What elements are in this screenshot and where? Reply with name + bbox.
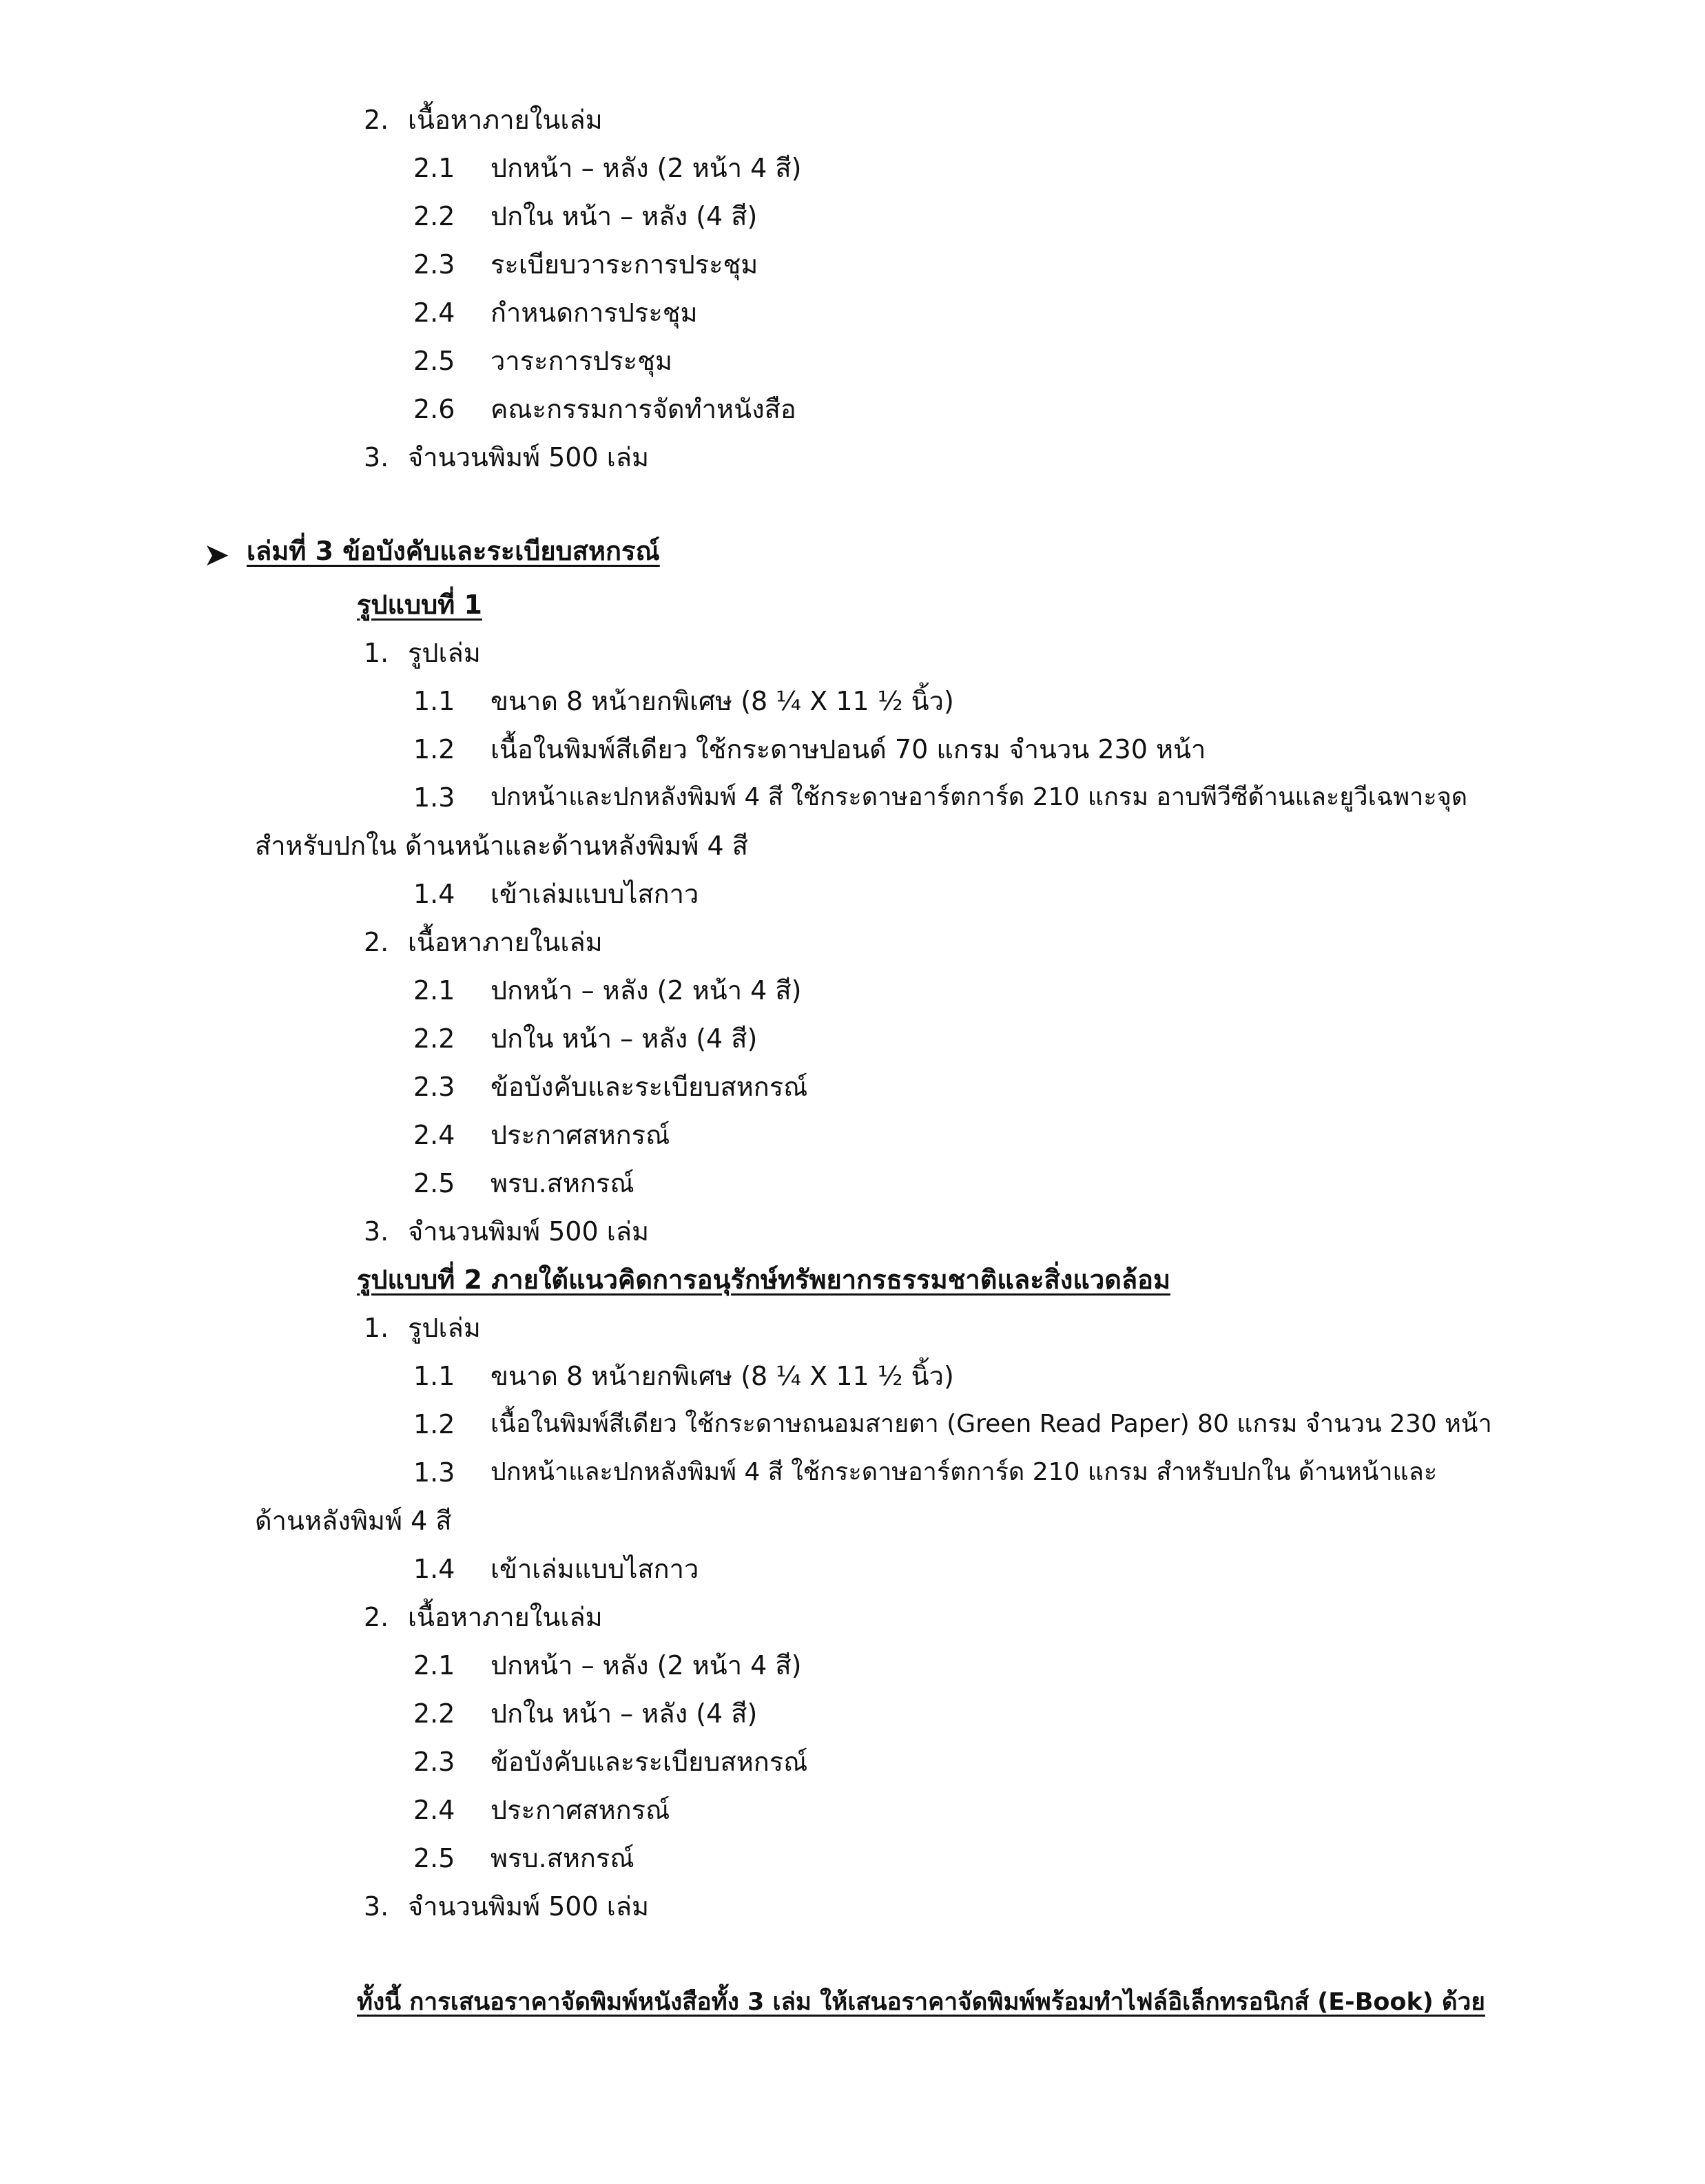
list-number: 2.3 xyxy=(413,1072,455,1102)
list-number: 2.6 xyxy=(413,394,455,424)
list-item xyxy=(0,1409,1705,1444)
section-heading xyxy=(0,536,1705,574)
list-item xyxy=(0,1457,1705,1492)
list-item xyxy=(0,1023,1705,1058)
list-item xyxy=(0,1698,1705,1733)
list-text: ปกใน หน้า – หลัง (4 สี) xyxy=(490,1023,758,1054)
list-item xyxy=(0,1554,1705,1588)
list-text: เนื้อในพิมพ์สีเดียว ใช้กระดาษปอนด์ 70 แกรม จำนวน 230 หน้า xyxy=(490,734,1206,765)
list-item xyxy=(0,734,1705,769)
list-text: ประกาศสหกรณ์ xyxy=(490,1120,670,1150)
list-item xyxy=(0,1891,1705,1926)
list-item xyxy=(0,1120,1705,1154)
list-item-continuation xyxy=(0,831,1705,865)
list-text-continuation: สำหรับปกใน ด้านหน้าและด้านหลังพิมพ์ 4 สี xyxy=(255,831,748,861)
list-text: ข้อบังคับและระเบียบสหกรณ์ xyxy=(490,1072,808,1102)
list-text: รูปเล่ม xyxy=(408,638,481,668)
list-number: 2.2 xyxy=(413,1698,455,1729)
list-text: เนื้อหาภายในเล่ม xyxy=(408,1602,603,1632)
list-item xyxy=(0,686,1705,720)
list-text: จำนวนพิมพ์ 500 เล่ม xyxy=(408,442,650,472)
list-number: 2. xyxy=(364,927,389,957)
list-item xyxy=(0,153,1705,187)
list-number: 1.4 xyxy=(413,879,455,909)
section-heading-text: เล่มที่ 3 ข้อบังคับและระเบียบสหกรณ์ xyxy=(247,536,660,566)
list-number: 1. xyxy=(364,638,389,668)
list-item xyxy=(0,1795,1705,1829)
list-text: ประกาศสหกรณ์ xyxy=(490,1795,670,1825)
list-text: พรบ.สหกรณ์ xyxy=(490,1168,634,1198)
list-text: ปกหน้า – หลัง (2 หน้า 4 สี) xyxy=(490,153,802,183)
list-number: 2.5 xyxy=(413,1168,455,1198)
list-text-continuation: ด้านหลังพิมพ์ 4 สี xyxy=(255,1506,452,1536)
list-item xyxy=(0,782,1705,817)
list-item xyxy=(0,442,1705,477)
list-number: 2.3 xyxy=(413,249,455,280)
list-item-continuation xyxy=(0,1506,1705,1540)
list-number: 2.1 xyxy=(413,975,455,1006)
list-number: 1.3 xyxy=(413,782,455,813)
format-title: รูปแบบที่ 1 xyxy=(357,590,482,620)
list-text: วาระการประชุม xyxy=(490,346,673,376)
list-item xyxy=(0,1602,1705,1636)
list-item xyxy=(0,105,1705,139)
list-item xyxy=(0,201,1705,236)
list-text: ขนาด 8 หน้ายกพิเศษ (8 ¼ X 11 ½ นิ้ว) xyxy=(490,1361,954,1391)
list-number: 1.1 xyxy=(413,1361,455,1391)
list-number: 2.1 xyxy=(413,1650,455,1681)
list-item xyxy=(0,1650,1705,1685)
list-item xyxy=(0,394,1705,428)
list-text: ระเบียบวาระการประชุม xyxy=(490,249,758,280)
list-item xyxy=(0,1313,1705,1347)
list-text: เนื้อหาภายในเล่ม xyxy=(408,105,603,135)
list-number: 2.4 xyxy=(413,1795,455,1825)
list-text: จำนวนพิมพ์ 500 เล่ม xyxy=(408,1891,650,1922)
list-text: คณะกรรมการจัดทำหนังสือ xyxy=(490,394,796,424)
list-number: 3. xyxy=(364,1891,389,1922)
list-item xyxy=(0,1843,1705,1878)
list-number: 2.5 xyxy=(413,346,455,376)
list-item xyxy=(0,1216,1705,1251)
list-number: 3. xyxy=(364,1216,389,1247)
list-number: 1.1 xyxy=(413,686,455,716)
list-number: 1.2 xyxy=(413,734,455,765)
list-text: ปกหน้า – หลัง (2 หน้า 4 สี) xyxy=(490,1650,802,1681)
list-item xyxy=(0,249,1705,284)
list-item xyxy=(0,927,1705,961)
list-text: ข้อบังคับและระเบียบสหกรณ์ xyxy=(490,1747,808,1777)
list-number: 1.3 xyxy=(413,1457,455,1488)
list-number: 2.2 xyxy=(413,1023,455,1054)
list-item xyxy=(0,638,1705,672)
list-text: รูปเล่ม xyxy=(408,1313,481,1343)
list-text: เข้าเล่มแบบไสกาว xyxy=(490,879,699,909)
list-text: กำหนดการประชุม xyxy=(490,298,698,328)
list-number: 1.2 xyxy=(413,1409,455,1439)
list-text: ปกใน หน้า – หลัง (4 สี) xyxy=(490,1698,758,1729)
arrow-bullet-icon: ➤ xyxy=(203,536,230,573)
list-text: เนื้อในพิมพ์สีเดียว ใช้กระดาษถนอมสายตา (Green Read Paper) 80 แกรม จำนวน 230 หน้า xyxy=(490,1410,1492,1438)
list-text: ปกหน้า – หลัง (2 หน้า 4 สี) xyxy=(490,975,802,1006)
list-number: 3. xyxy=(364,442,389,472)
list-number: 2.5 xyxy=(413,1843,455,1873)
list-number: 2.2 xyxy=(413,201,455,231)
closing-note: ทั้งนี้ การเสนอราคาจัดพิมพ์หนังสือทั้ง 3 เล่ม ให้เสนอราคาจัดพิมพ์พร้อมทำไฟล์อิเล็กทรอนิกส์ (E-Book) ด้วย xyxy=(357,1988,1485,2016)
list-text: จำนวนพิมพ์ 500 เล่ม xyxy=(408,1216,650,1247)
list-number: 2. xyxy=(364,1602,389,1632)
list-text: เข้าเล่มแบบไสกาว xyxy=(490,1554,699,1584)
list-text: ปกหน้าและปกหลังพิมพ์ 4 สี ใช้กระดาษอาร์ตการ์ด 210 แกรม อาบพีวีซีด้านและยูวีเฉพาะจุด xyxy=(490,783,1468,811)
list-text: พรบ.สหกรณ์ xyxy=(490,1843,634,1873)
list-item xyxy=(0,1168,1705,1203)
list-item xyxy=(0,1072,1705,1106)
list-item xyxy=(0,298,1705,332)
list-number: 2. xyxy=(364,105,389,135)
list-number: 2.4 xyxy=(413,298,455,328)
list-item xyxy=(0,1747,1705,1781)
list-text: ขนาด 8 หน้ายกพิเศษ (8 ¼ X 11 ½ นิ้ว) xyxy=(490,686,954,716)
list-text: เนื้อหาภายในเล่ม xyxy=(408,927,603,957)
list-item xyxy=(0,1361,1705,1395)
list-item xyxy=(0,975,1705,1010)
list-text: ปกใน หน้า – หลัง (4 สี) xyxy=(490,201,758,231)
list-number: 2.4 xyxy=(413,1120,455,1150)
list-number: 1. xyxy=(364,1313,389,1343)
list-number: 1.4 xyxy=(413,1554,455,1584)
list-number: 2.1 xyxy=(413,153,455,183)
list-item xyxy=(0,879,1705,913)
format-title: รูปแบบที่ 2 ภายใต้แนวคิดการอนุรักษ์ทรัพยากรธรรมชาติและสิ่งแวดล้อม xyxy=(357,1265,1171,1295)
list-item xyxy=(0,346,1705,380)
list-number: 2.3 xyxy=(413,1747,455,1777)
list-text: ปกหน้าและปกหลังพิมพ์ 4 สี ใช้กระดาษอาร์ตการ์ด 210 แกรม สำหรับปกใน ด้านหน้าและ xyxy=(490,1458,1438,1486)
